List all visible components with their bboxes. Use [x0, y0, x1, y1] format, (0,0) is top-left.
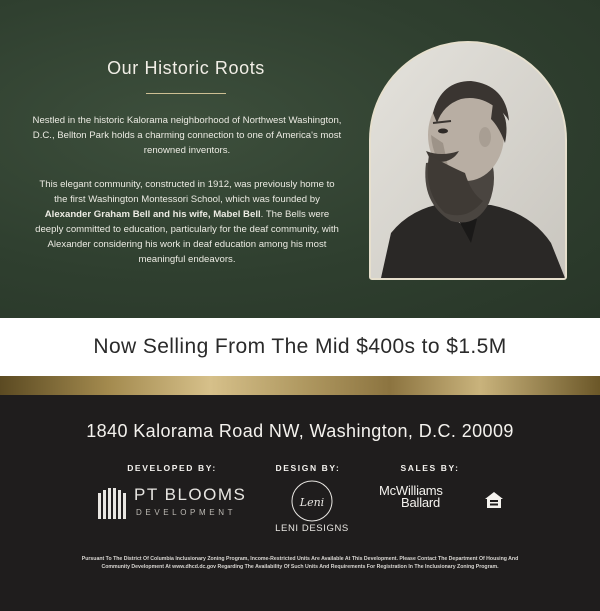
- portrait-image: [371, 43, 565, 278]
- developed-by-label: DEVELOPED BY:: [127, 463, 217, 473]
- history-paragraph: [32, 177, 342, 267]
- designer-name: LENI DESIGNS: [275, 523, 349, 534]
- sales-by-label: SALES BY:: [400, 463, 460, 473]
- intro-paragraph: Nestled in the historic Kalorama neighborhood of Northwest Washington, D.C., Bellton Park holds a charming connection to one of America's most renowned inventors.: [32, 115, 342, 156]
- developer-name: PT BLOOMS: [134, 485, 247, 504]
- property-address: 1840 Kalorama Road NW, Washington, D.C. 20009: [86, 421, 514, 441]
- footer-section: [0, 395, 600, 611]
- pricing-text: Now Selling From The Mid $400s to $1.5M: [93, 335, 507, 358]
- pt-blooms-logo: [96, 485, 256, 525]
- sales-name-line1: McWilliams: [379, 483, 443, 498]
- founders-names: Alexander Graham Bell and his wife, Mabel Bell: [44, 209, 261, 220]
- portrait-frame: [369, 41, 567, 280]
- leni-monogram-icon: [290, 479, 334, 523]
- building-icon: [96, 487, 130, 521]
- history-text-1: This elegant community, constructed in 1912, was previously home to the first Washington Montessori School, which was founded by: [39, 179, 335, 205]
- developer-subtitle: DEVELOPMENT: [136, 508, 237, 517]
- equal-housing-icon: [484, 491, 504, 509]
- heading-divider: [146, 93, 226, 94]
- pricing-banner: [0, 318, 600, 376]
- inclusionary-zoning-disclaimer: Pursuant To The District Of Columbia Inclusionary Zoning Program, Income-Restricted Units Are Available At This Development. Please Contact The Department Of Housing And Community Development At www.dhcd.dc.gov Regarding The Availability Of Such Units And Requirements For Registration In The Inclusionary Zoning Program.: [81, 556, 519, 570]
- leni-designs-logo: [272, 479, 352, 539]
- history-text-2: . The Bells were deeply committed to education, particularly for the deaf community, with Alexander considering his work in deaf education among his most meaningful endeavors.: [35, 209, 339, 265]
- sales-name-line2: Ballard: [401, 495, 441, 510]
- section-heading: Our Historic Roots: [107, 58, 265, 78]
- mcwilliams-ballard-logo: [379, 483, 471, 513]
- gold-divider: [0, 376, 600, 395]
- leni-monogram: Leni: [299, 496, 325, 509]
- design-by-label: DESIGN BY:: [275, 463, 341, 473]
